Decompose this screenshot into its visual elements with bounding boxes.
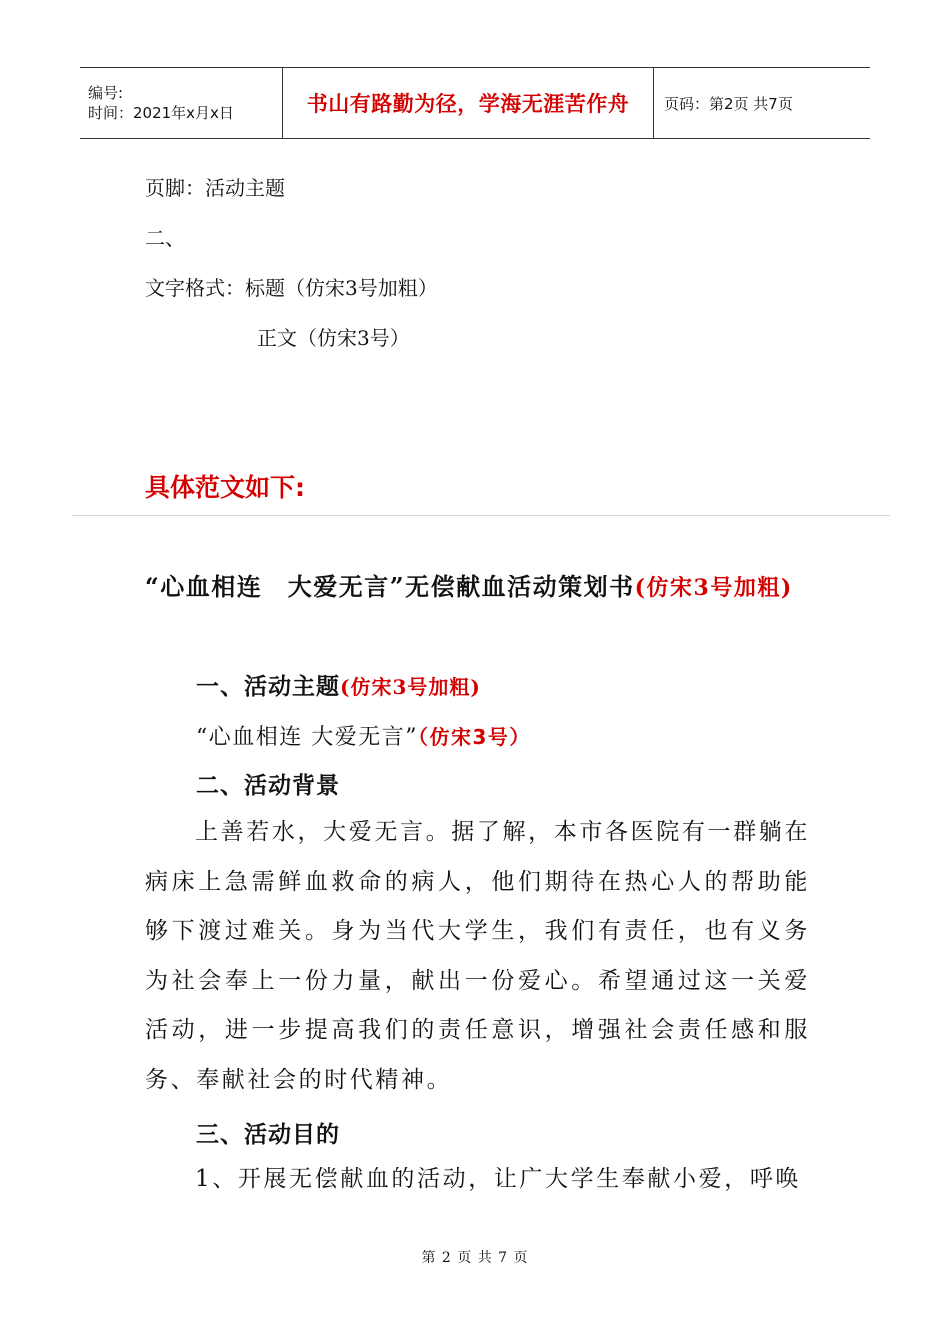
section-1-heading-text: 一、活动主题 <box>196 673 340 700</box>
page-footer: 第 2 页 共 7 页 <box>421 1250 529 1266</box>
header-motto-cell <box>282 68 654 138</box>
date-label: 时间：2021年x月x日 <box>88 104 234 122</box>
section-1-text <box>196 720 531 751</box>
section-2-paragraph: 上善若水，大爱无言。据了解，本市各医院有一群躺在病床上急需鲜血救命的病人，他们期待在热心人的帮助能够下渡过难关。身为当代大学生，我们有责任，也有义务为社会奉上一份力量，献出一份爱心。希望通过这一关爱活动，进一步提高我们的责任意识，增强社会责任感和服务、奉献社会的时代精神。 <box>145 819 810 1093</box>
section-two-marker: 二、 <box>145 226 185 250</box>
section-3-heading: 三、活动目的 <box>196 1121 340 1148</box>
section-1-heading <box>196 668 481 701</box>
header-page-code: 页码：第2页 共7页 <box>664 94 793 113</box>
section-divider <box>72 515 890 516</box>
document-header <box>80 67 870 139</box>
section-1-theme-note: （仿宋3号） <box>418 725 531 749</box>
footer-instruction: 页脚：活动主题 <box>145 176 285 200</box>
serial-label: 编号: <box>88 84 124 102</box>
header-page-cell <box>654 68 870 138</box>
header-motto: 书山有路勤为径，学海无涯苦作舟 <box>306 92 630 116</box>
section-3-item-1: 1、开展无偿献血的活动，让广大学生奉献小爱，呼唤 <box>195 1166 802 1192</box>
header-meta <box>80 68 282 138</box>
doc-title-note: (仿宋3号加粗) <box>634 575 793 601</box>
format-instruction: 文字格式：标题（仿宋3号加粗） <box>145 276 438 300</box>
body-format-instruction: 正文（仿宋3号） <box>257 326 410 350</box>
section-2-heading: 二、活动背景 <box>196 772 340 799</box>
doc-title-text: “心血相连 大爱无言”无偿献血活动策划书 <box>145 572 635 601</box>
doc-title <box>145 565 810 610</box>
section-1-theme: “心血相连 大爱无言” <box>196 725 418 750</box>
section-1-heading-note: (仿宋3号加粗) <box>340 675 481 699</box>
example-heading: 具体范文如下: <box>145 473 305 502</box>
